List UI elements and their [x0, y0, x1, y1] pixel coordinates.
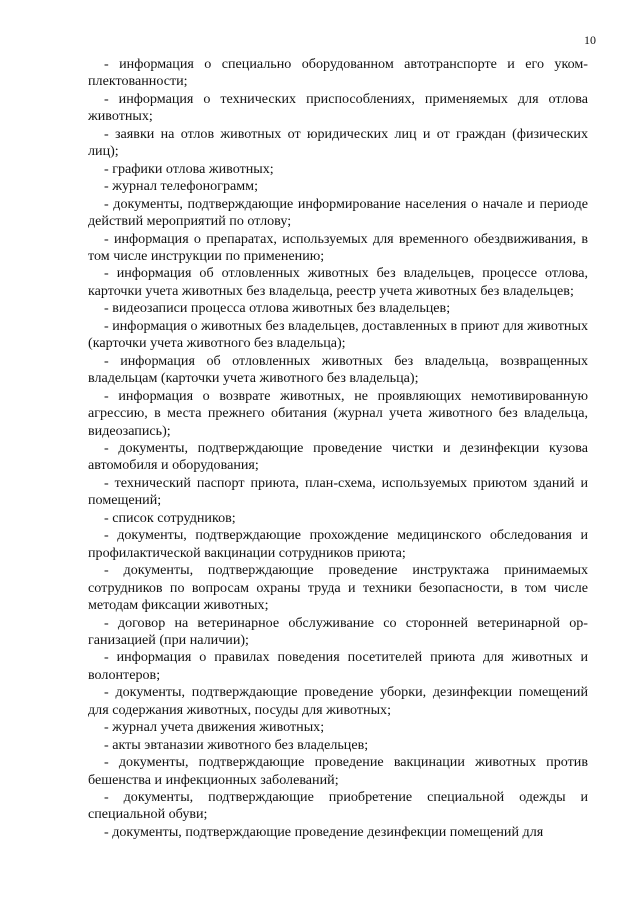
list-item: - договор на ветеринарное обслуживание со сторонней ветеринарной организацией (при наличии); [88, 614, 588, 648]
list-item: - информация о технических приспособлениях, применяемых для отлова животных; [88, 90, 588, 125]
list-item: - журнал учета движения животных; [104, 719, 325, 736]
page-number: 10 [584, 33, 596, 47]
list-item: - информация о препаратах, используемых для временного обездвиживания, в том числе инструкции по применению; [88, 230, 588, 264]
list-item: - документы, подтверждающие проведение инструктажа принимаемых сотрудников по вопросам охраны труда и техники безопасности, в том числе методам фиксации животных; [88, 562, 588, 614]
list-item: - информация об отловленных животных без владельцев, процессе отлова, карточки учета животных без владельца, реестр учета животных без владельцев; [88, 265, 588, 299]
list-item: - документы, подтверждающие проведение чистки и дезинфекции кузова автомобиля и оборудования; [88, 439, 588, 474]
list-item: - информация о правилах поведения посетителей приюта для животных и волонтеров; [88, 649, 588, 683]
list-item: - список сотрудников; [104, 509, 236, 526]
list-item: - документы, подтверждающие информирование населения о начале и периоде действий мероприятий по отлову; [88, 195, 588, 230]
list-item: - информация о животных без владельцев, доставленных в приют для животных (карточки учета животного без владельца); [88, 317, 588, 352]
list-item: - документы, подтверждающие проведение дезинфекции помещений для [104, 823, 544, 840]
list-item: - информация о возврате животных, не проявляющих немотивированную агрессию, в места прежнего обитания (журнал учета животного без владельца, видеозапись); [88, 387, 588, 439]
document-body [88, 56, 588, 841]
list-item: - документы, подтверждающие прохождение медицинского обследования и профилактической вакцинации сотрудников приюта; [88, 527, 588, 561]
list-item: - информация о специально оборудованном автотранспорте и его укомплектованности; [88, 56, 588, 90]
list-item: - заявки на отлов животных от юридических лиц и от граждан (физических лиц); [88, 125, 588, 160]
list-item: - технический паспорт приюта, план-схема, используемых приютом зданий и помещений; [88, 474, 588, 509]
list-item: - видеозаписи процесса отлова животных без владельцев; [104, 300, 451, 317]
list-item: - документы, подтверждающие проведение уборки, дезинфекции помещений для содержания животных, посуды для животных; [88, 684, 588, 718]
list-item: - документы, подтверждающие приобретение специальной одежды и специальной обуви; [88, 789, 588, 823]
list-item: - информация об отловленных животных без владельца, возвращенных владельцам (карточки учета животного без владельца); [88, 352, 588, 387]
list-item: - документы, подтверждающие проведение вакцинации животных против бешенства и инфекционных заболеваний; [88, 754, 588, 788]
list-item: - графики отлова животных; [104, 160, 274, 177]
list-item: - журнал телефонограмм; [104, 178, 259, 195]
list-item: - акты эвтаназии животного без владельцев; [104, 736, 369, 753]
